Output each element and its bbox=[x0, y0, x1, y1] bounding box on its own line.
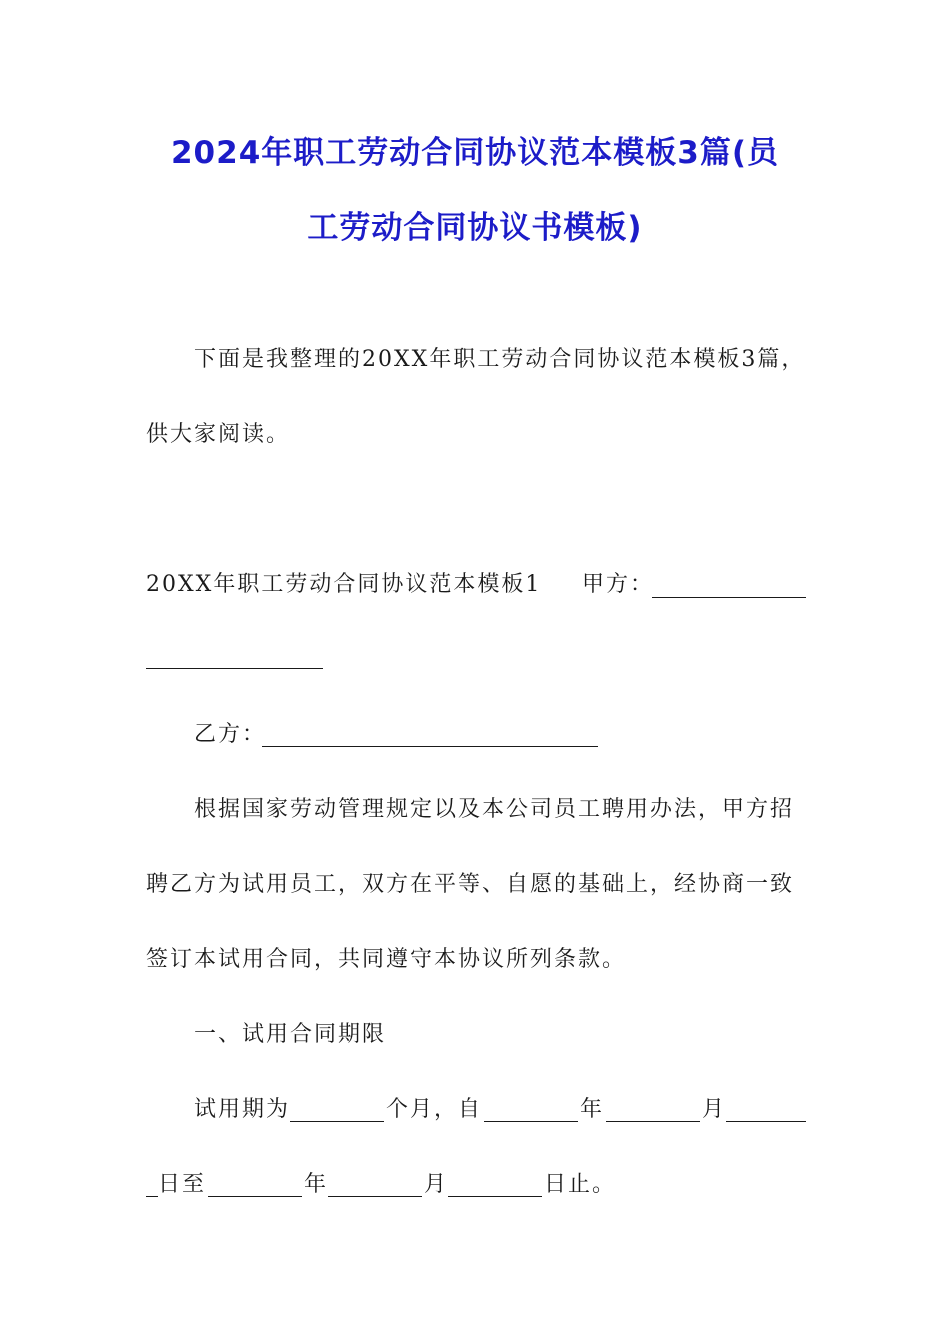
end-month-blank bbox=[328, 1178, 422, 1197]
intro-line-2: 供大家阅读。 bbox=[146, 422, 291, 447]
end-month-label: 月 bbox=[424, 1172, 449, 1197]
party-a-label: 甲方： bbox=[582, 572, 655, 597]
section-1-heading: 一、试用合同期限 bbox=[194, 1022, 387, 1047]
start-day-blank bbox=[726, 1103, 806, 1122]
party-a-blank-continued bbox=[146, 650, 323, 669]
template-1-heading: 20XX年职工劳动合同协议范本模板1 bbox=[146, 572, 542, 597]
end-year-label: 年 bbox=[304, 1172, 329, 1197]
party-a-blank bbox=[652, 579, 806, 598]
party-b-label: 乙方： bbox=[194, 722, 267, 747]
party-b-blank bbox=[262, 728, 598, 747]
document-title-line-1: 2024年职工劳动合同协议范本模板3篇(员 bbox=[170, 135, 779, 171]
start-month-label: 月 bbox=[702, 1097, 727, 1122]
start-year-blank bbox=[484, 1103, 578, 1122]
paragraph-1-line-1: 根据国家劳动管理规定以及本公司员工聘用办法，甲方招 bbox=[194, 797, 795, 822]
paragraph-1-line-2: 聘乙方为试用员工，双方在平等、自愿的基础上，经协商一致 bbox=[146, 872, 795, 897]
template-1-heading-row bbox=[146, 570, 541, 600]
end-year-blank bbox=[208, 1178, 302, 1197]
trial-months-blank bbox=[290, 1103, 384, 1122]
trial-period-prefix: 试用期为 bbox=[194, 1097, 291, 1122]
trial-period-months-from: 个月，自 bbox=[386, 1097, 483, 1122]
party-a-row bbox=[582, 570, 654, 600]
day-to-label: 日至 bbox=[158, 1172, 207, 1197]
party-b-row bbox=[194, 720, 266, 750]
end-day-blank bbox=[448, 1178, 542, 1197]
intro-line-1: 下面是我整理的20XX年职工劳动合同协议范本模板3篇， bbox=[194, 347, 806, 372]
start-year-label: 年 bbox=[580, 1097, 605, 1122]
day-end-label: 日止。 bbox=[544, 1172, 617, 1197]
start-month-blank bbox=[606, 1103, 700, 1122]
paragraph-1-line-3: 签订本试用合同，共同遵守本协议所列条款。 bbox=[146, 947, 627, 972]
start-day-blank-continued bbox=[146, 1178, 158, 1197]
document-title-line-2: 工劳动合同协议书模板) bbox=[307, 210, 643, 246]
